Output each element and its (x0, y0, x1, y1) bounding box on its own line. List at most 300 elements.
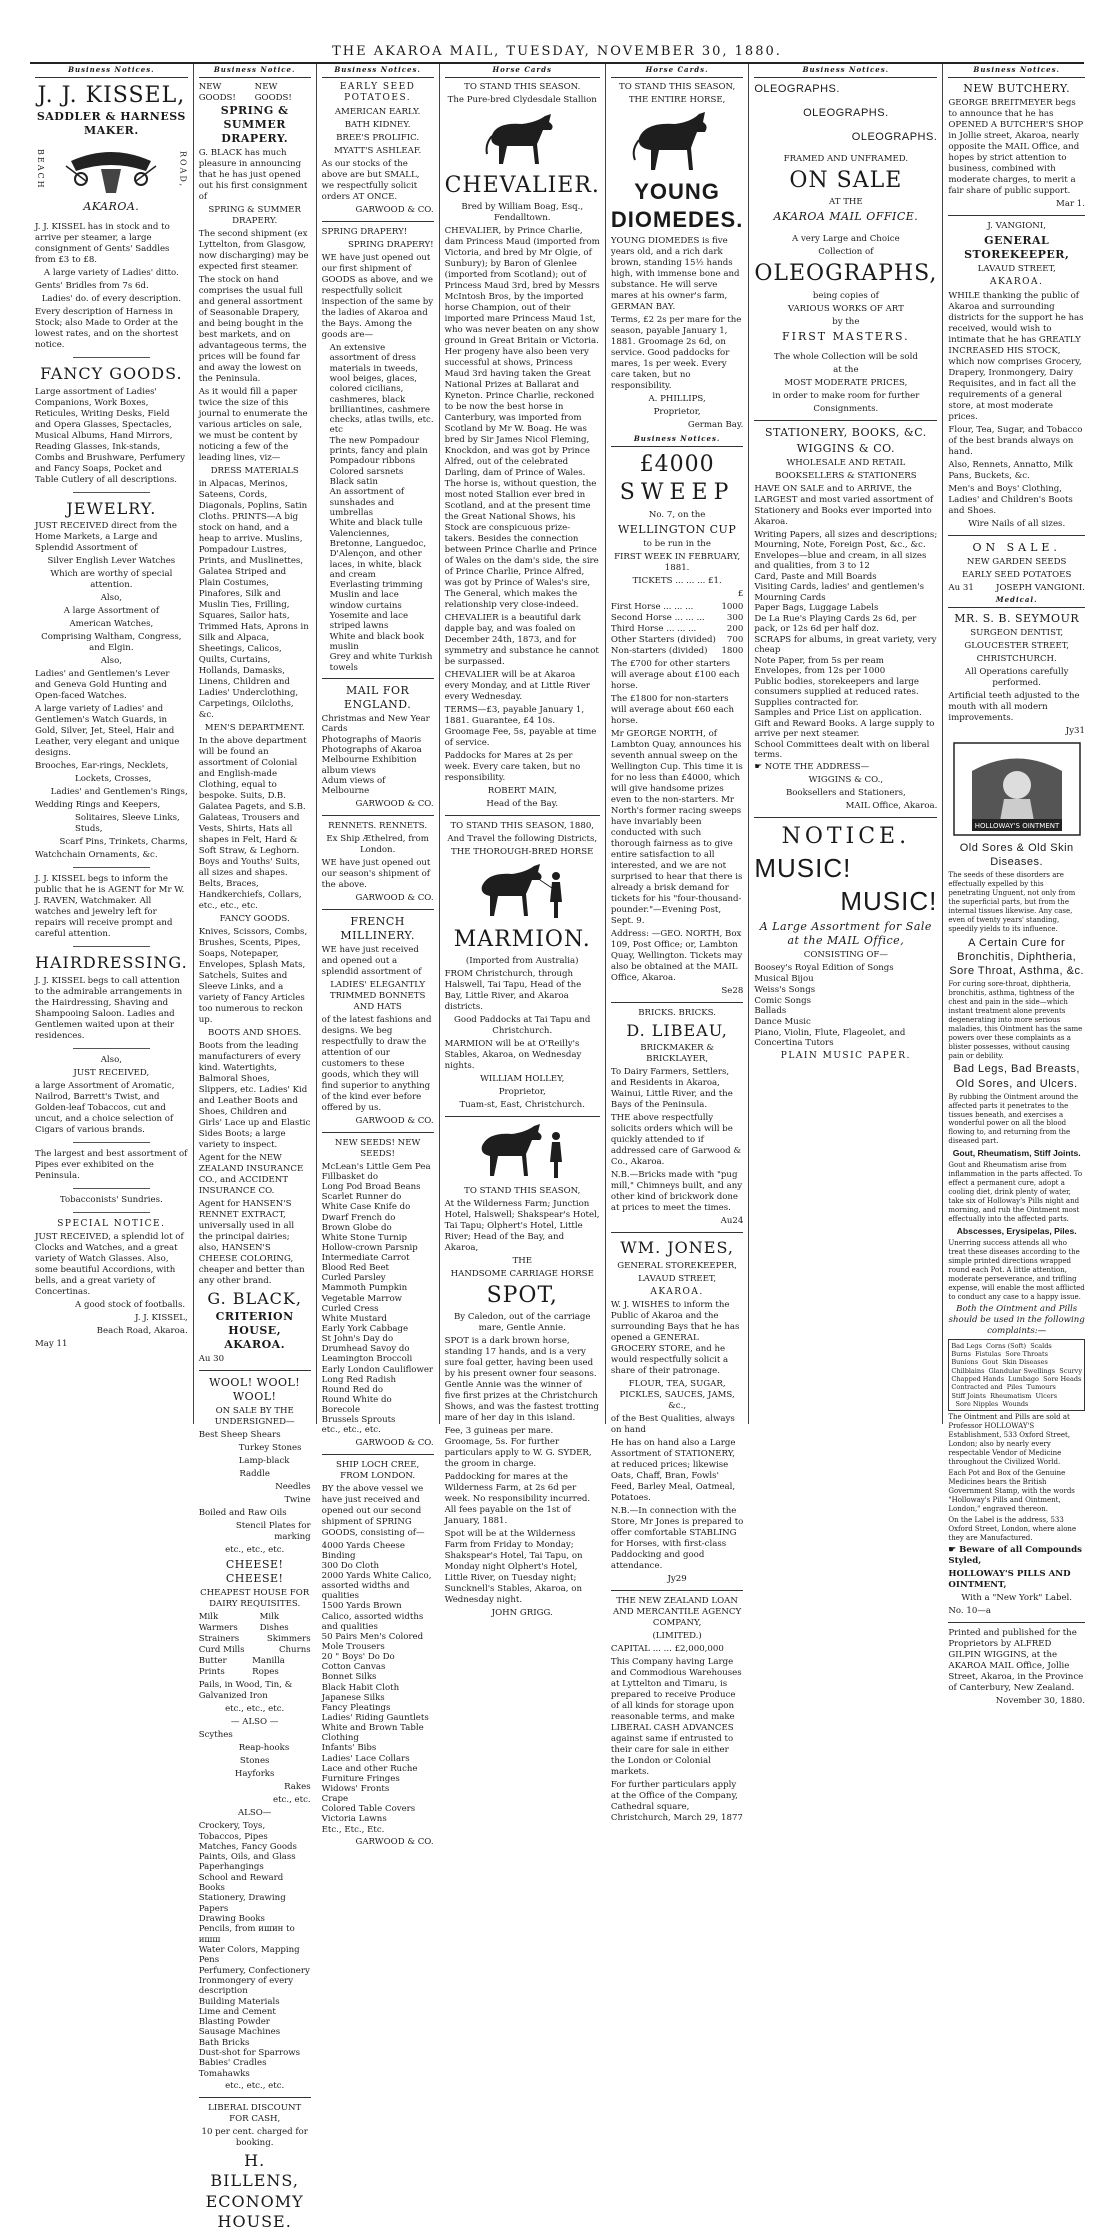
ad-line: NEW GOODS! (198, 81, 236, 103)
section-heading: CHEESE! CHEESE! (225, 1558, 284, 1586)
ad-paragraph: Unerring success attends all who treat these diseases according to the simple printed directions wrapped round each Pot. A little attention, moderate perseverance, and trifling expense, will enable the most afflicted to conduct any case to a happy issue. (948, 1239, 1085, 1301)
section-heading: SWEEP (619, 480, 735, 506)
prize-label: Third Horse ... ... ... (610, 623, 697, 634)
imprint-date: November 30, 1880. (995, 1695, 1085, 1706)
ad-paragraph: Ladies' do. of every description. (41, 294, 181, 305)
ad-line: Milk Dishes (259, 1612, 289, 1634)
advertiser-name: D. LIBEAU, (626, 1020, 728, 1040)
ad-line: SURGEON DENTIST, (970, 627, 1064, 638)
ad-line: A good stock of footballs. (75, 1300, 186, 1311)
saddle-illustration-icon (61, 141, 161, 197)
ad-paragraph: JUST RECEIVED, a splendid lot of Clocks and Watches, and a great variety of Watch Glasses. Also, some beautiful Accordions, with bells, and a great variety of Concertinas. (35, 1232, 184, 1298)
item-list: 4000 Yards Cheese Binding 300 Do Cloth 2000 Yards White Calico, assorted widths and qualities 1500 Yards Brown Calico, assorted widths and qualities 50 Pairs Men's Colored Mole Trousers 20 " Boys' Do Do Cotton Canvas Bonnet Silks Black Habit Cloth Japanese Silks Fancy Pleatings Ladies' Riding Gauntlets White and Brown Table Clothing Infants' Bibs Ladies' Lace Collars Lace and other Ruche Furniture Fringes Widows' Fronts Crape Colored Table Covers Victoria Lawns Etc., Etc., Etc. (321, 1540, 432, 1835)
signature: JOSEPH VANGIONI. (996, 582, 1085, 593)
signature: MAIL Office, Akaroa. (845, 801, 938, 812)
item-list: Boosey's Royal Edition of Songs Musical Bijou Weiss's Songs Comic Songs Ballads Dance Music Piano, Violin, Flute, Flageolet, and Concertina Tutors (754, 963, 906, 1049)
ad-paragraph: Artificial teeth adjusted to the mouth with all modern improvements. (948, 690, 1080, 723)
ad-paragraph: On the Label is the address, 533 Oxford Street, London, where alone they are Manufactured. (948, 1515, 1077, 1542)
ad-line: etc., etc. (273, 1795, 311, 1806)
ad-line: MYATT'S ASHLEAF. (333, 145, 422, 156)
ad-paragraph: This Company having Large and Commodious Warehouses at Lyttelton and Timaru, is prepared to receive Produce of all kinds for storage upon reasonable terms, and make LIBERAL CASH ADVANCES against same if entrusted to their care for sale in either the London or Colonial markets. (610, 1657, 742, 1778)
ad-line: Curd Mills (198, 1645, 245, 1656)
prize-label: Non-starters (divided) (610, 645, 708, 656)
ad-line: Reap-hooks (238, 1743, 290, 1754)
ad-line: TO STAND THIS SEASON, (618, 81, 736, 92)
ad-line: etc., etc., etc. (225, 1545, 285, 1556)
ad-line: Best Sheep Shears (198, 1430, 281, 1441)
section-heading: ON SALE. (972, 540, 1061, 554)
prize-label: Second Horse ... ... ... (610, 612, 705, 623)
ad-line: A Large Assortment for Sale at the MAIL Office, (759, 920, 932, 948)
town-name: AKAROA. (83, 200, 140, 214)
section-heading: SPECIAL NOTICE. (57, 1218, 166, 1229)
column-2 (194, 64, 317, 2232)
ad-paragraph: Men's and Boys' Clothing, Ladies' and Children's Boots and Shoes. (948, 483, 1073, 516)
oleographs-heading: OLEOGRAPHS. (754, 82, 840, 95)
horse-name: CHEVALIER. (444, 172, 600, 198)
ad-line: Brooches, Ear-rings, Necklets, (35, 761, 169, 772)
item-list: Writing Papers, all sizes and descriptions; Mourning, Note, Foreign Post, &c., &c. Envelopes—blue and cream, in all sizes and qualities, from 3 to 12 Card, Paste and Mill Boards Visiting Cards, ladies' and gentlemen's Mourning Cards Paper Bags, Luggage Labels De La Rue's Playing Cards 2s 6d, per pack, or 12s 6d per half doz. SCRAPS for albums, in great variety, very cheap Note Paper, from 5s per ream Envelopes, from 12s per 1000 Public bodies, storekeepers and large consumers supplied at reduced rates. Supplies contracted for. Samples and Price List on application. Gift and Reward Books. A large supply to arrive per next steamer. School Committees dealt with on liberal terms. (754, 529, 938, 760)
ad-line: Also, (100, 593, 122, 604)
ad-line: Good Paddocks at Tai Tapu and Christchurch. (454, 1015, 591, 1037)
signature: Tuam-st, East, Christchurch. (459, 1100, 585, 1111)
ad-line: Manilla Ropes (252, 1656, 285, 1678)
ad-paragraph: The largest and best assortment of Pipes ever exhibited on the Peninsula. (35, 1148, 188, 1181)
ad-line: EARLY SEED POTATOES (962, 569, 1072, 580)
ad-paragraph: W. J. WISHES to inform the Public of Akaroa and the surrounding Bays that he has opened a GENERAL GROCERY STORE, and he would respectfully solicit a share of their patronage. (610, 1300, 740, 1377)
music-heading: MUSIC! (840, 885, 938, 916)
ad-paragraph: WHILE thanking the public of Akaroa and surrounding districts for the support he has received, would wish to intimate that he has GREATLY INCREASED HIS STOCK, which now comprises Grocery, Drapery, Ironmongery, Dairy Requisites, and in fact all the requirements of a general store, at most moderate prices. (948, 290, 1084, 422)
ad-paragraph: Paddocks for Mares at 2s per week. Every care taken, but no responsibility. (444, 751, 581, 784)
signature: J. J. KISSEL, (135, 1313, 188, 1324)
ad-line: LAVAUD STREET, (977, 264, 1056, 275)
ad-paragraph: Gents' Bridles from 7s 6d. (35, 281, 149, 292)
ad-line: ON SALE BY THE UNDERSIGNED— (214, 1406, 295, 1428)
ad-paragraph: Agent for the NEW ZEALAND INSURANCE CO., and ACCIDENT INSURANCE CO. (198, 1153, 304, 1197)
ad-line: Scarf Pins, Trinkets, Charms, (59, 837, 188, 848)
ad-line: at the (833, 364, 859, 375)
ad-line: NEW GARDEN SEEDS (966, 556, 1067, 567)
prize-value: 1800 (721, 645, 744, 656)
ad-line: Needles (275, 1482, 311, 1493)
advertiser-name: H. BILLENS, (210, 2151, 299, 2191)
horse-illustration-icon (477, 110, 567, 168)
ad-paragraph: J. J. KISSEL begs to inform the public that he is AGENT for Mr W. J. RAVEN, Watchmaker. All watches and jewelry left for repairs will receive prompt and careful attention. (35, 874, 185, 940)
ad-line: Stones (239, 1756, 270, 1767)
ad-paragraph: BY the above vessel we have just received and opened out our second shipment of SPRING GOODS, consisting of— (321, 1483, 425, 1538)
ad-paragraph: Also, Rennets, Annatto, Milk Pans, Buckets, &c. (948, 459, 1073, 481)
item-list: An extensive assortment of dress materials in tweeds, wool beiges, glaces, colored cicilians, cashmeres, black brilliantines, cashmere checks, atlas twills, etc. etc The new Pompadour prints, fancy and plain Pompadour ribbons Colored sarsnets Black satin An assortment of sunshades and umbrellas White and black tulle Valenciennes, Bretonne, Languedoc, D'Alençon, and other laces, in white, black and cream Everlasting trimming Muslin and lace window curtains Yosemite and lace striped lawns White and black book muslin Grey and white Turkish towels (329, 342, 434, 673)
ad-paragraph: He has on hand also a Large Assortment of STATIONERY, at reduced prices; likewise Oats, Chaff, Bran, Fowls' Feed, Barley Meal, Oatmeal, Potatoes. (610, 1438, 736, 1504)
ad-line: of the Best Qualities, always on hand (610, 1414, 735, 1436)
column-header: Business Notices. (948, 64, 1085, 78)
ad-line: BRICKMAKER & BRICKLAYER, (640, 1043, 714, 1065)
ad-paragraph: Fee, 3 guineas per mare. Groomage, 5s. For further particulars apply to W. G. SYDER, the groom in charge. (444, 1426, 592, 1470)
ad-line: FLOUR, TEA, SUGAR, PICKLES, SAUCES, JAMS, &c., (619, 1379, 735, 1412)
date-code: Jy29 (667, 1574, 687, 1585)
ad-paragraph: Gout and Rheumatism arise from inflammation in the parts affected. To effect a permanent cure, adopt a cooling diet, drink plenty of water, take six of Holloway's Pills night and morning, and rub the Ointment most effectually into the affected parts. (948, 1161, 1083, 1224)
ad-line: TO STAND THIS SEASON. (464, 81, 581, 92)
section-heading: FIRST MASTERS. (782, 329, 910, 343)
signature: GARWOOD & CO. (355, 204, 434, 215)
ad-line: HOLLOWAY'S PILLS AND OINTMENT, (948, 1568, 1071, 1590)
horse-illustration-icon (627, 110, 727, 174)
prize-row (611, 602, 743, 613)
section-heading: NEW SEEDS! NEW SEEDS! (334, 1137, 421, 1159)
ad-line: Also, (100, 1054, 122, 1065)
ad-line: Watchchain Ornaments, &c. (35, 850, 158, 861)
ad-line: Lockets, Crosses, (75, 774, 152, 785)
ad-line: ☛ NOTE THE ADDRESS— (754, 762, 870, 773)
ad-paragraph: CHEVALIER will be at Akaroa every Monday, and at Little River every Wednesday. (444, 670, 591, 703)
date-code: Au 30 (198, 1353, 225, 1364)
horse-name: SPOT, (486, 1283, 558, 1309)
ad-paragraph: MARMION will be at O'Reilly's Stables, Akaroa, on Wednesday nights. (444, 1039, 582, 1072)
section-heading: SHIP LOCH CREE, FROM LONDON. (336, 1459, 420, 1481)
prize-value: 700 (726, 634, 744, 645)
column-3 (317, 64, 440, 1847)
signature: JOHN GRIGG. (491, 1608, 553, 1619)
prize-table (611, 602, 743, 657)
ad-paragraph: THE above respectfully solicits orders which will be quickly attended to if addressed care of Garwood & Co., Akaroa. (610, 1113, 741, 1168)
advertiser-name: WIGGINS & CO. (796, 441, 895, 455)
section-heading: GENERAL STOREKEEPER, (964, 234, 1070, 262)
column-1 (30, 64, 194, 1424)
ad-line: AKAROA. (990, 277, 1044, 288)
oleographs-heading: OLEOGRAPHS, (754, 261, 938, 287)
ad-paragraph: The £700 for other starters will average about £100 each horse. (610, 658, 740, 691)
ad-line: Milk Warmers (198, 1612, 238, 1634)
ad-line: Lamp-black (238, 1456, 290, 1467)
ad-paragraph: As it would fill a paper twice the size of this journal to enumerate the various articles on sale, we must be content by noticing a few of the leading lines, viz— (198, 387, 308, 464)
ad-line: Also, (100, 656, 122, 667)
signature: GARWOOD & CO. (355, 798, 434, 809)
ad-line: AKAROA. (650, 1286, 704, 1297)
ad-line: Both the Ointment and Pills should be used in the following complaints:— (948, 1303, 1085, 1336)
ad-paragraph: The second shipment (ex Lyttelton, from Glasgow, now discharging) may be expected first steamer. (198, 229, 309, 273)
masthead (0, 0, 1114, 62)
ad-line: Wedding Rings and Keepers, (35, 800, 161, 811)
ad-line: Pails, in Wood, Tin, & Galvanized Iron (198, 1680, 293, 1702)
section-header: Medical. (948, 594, 1085, 608)
ad-line: AT THE (829, 197, 863, 208)
prize-row (611, 635, 743, 646)
ad-paragraph: SPOT is a dark brown horse, standing 17 hands, and is a very sure foal getter, having been used by his present owner four seasons. Gentle Annie was the winner of five first prizes at the Christchurch Shows, and was the fastest trotting mare of her day in this island. (444, 1336, 600, 1424)
ad-paragraph: TERMS—£3, payable January 1, 1881. Guarantee, £4 10s. Groomage Fee, 5s, payable at time of service. (444, 705, 597, 749)
ad-paragraph: Paddocking for mares at the Wilderness Farm, at 2s 6d per week. No responsibility incurred. All fees payable on the 1st of January, 1881. (444, 1472, 591, 1527)
ad-line: And Travel the following Districts, (447, 834, 598, 845)
ad-line: Wire Nails of all sizes. (968, 518, 1066, 529)
ad-line: WHOLESALE AND RETAIL (786, 457, 906, 468)
ad-line: Consignments. (813, 403, 879, 414)
section-heading: THE NEW ZEALAND LOAN AND MERCANTILE AGENCY COMPANY, (613, 1596, 742, 1629)
column-header: Horse Cards (445, 64, 600, 78)
section-heading: STATIONERY, BOOKS, &C. (764, 425, 927, 439)
business-name: CRITERION HOUSE, AKAROA. (215, 1309, 294, 1351)
ad-line: PLAIN MUSIC PAPER. (780, 1051, 911, 1062)
signature: Beach Road, Akaroa. (96, 1326, 188, 1337)
section-heading: JEWELRY. (66, 498, 157, 518)
signature: GARWOOD & CO. (355, 1115, 434, 1126)
section-heading: Gout, Rheumatism, Stiff Joints. (952, 1148, 1081, 1159)
ad-paragraph: Boots from the leading manufacturers of every kind. Watertights, Balmoral Shoes, Slippers, etc. Ladies' Kid and Leather Boots and Shoes, Children and Girls' Lace up and Elastic Sides Boots; a large variety to inspect. (198, 1041, 311, 1151)
column-4 (440, 64, 606, 1619)
signature: Head of the Bay. (486, 799, 559, 810)
ad-line: Skimmers (266, 1634, 311, 1645)
ad-line: etc., etc., etc. (225, 2081, 285, 2092)
ad-line: HANDSOME CARRIAGE HORSE (450, 1269, 594, 1280)
item-list: Christmas and New Year Cards Photographs of Maoris Photographs of Akaroa Melbourne Exhibition album views Adum views of Melbourne (321, 714, 430, 797)
ad-line: LAVAUD STREET, (638, 1273, 717, 1284)
ad-paragraph: J. J. KISSEL has in stock and to arrive per steamer, a large consignment of Gents' Saddles from £3 to £8. (35, 222, 170, 266)
ad-line: The whole Collection will be sold (773, 351, 918, 362)
column-header: Business Notice. (199, 64, 311, 78)
ad-paragraph: To Dairy Farmers, Settlers, and Residents in Akaroa, Wainui, Little River, and the Bays of the Peninsula. (610, 1067, 733, 1111)
date-code: Mar 1. (1056, 199, 1085, 210)
column-header: Business Notices. (35, 64, 188, 78)
section-heading: FANCY GOODS. (40, 364, 183, 384)
ad-paragraph: Mr GEORGE NORTH, of Lambton Quay, announces his seventh annual sweep on the Wellington Cup. This time it is for no less than £4000, which will give handsome prizes even to the non-starters. Mr North's former racing sweeps have invariably been conducted with such thorough fairness as to give entire satisfaction to all interested, and we are not surprised to hear that there is already a brisk demand for tickets for his "four-thousand-pounder."—Evening Post, Sept. 9. (610, 728, 743, 926)
ad-line: A large Assortment of (63, 606, 159, 617)
ad-paragraph: The stock on hand comprises the usual full and general assortment of Seasonable Drapery, and being bought in the best markets, and on advantageous terms, the prices will be found far and away the lowest on the Peninsula. (198, 275, 307, 385)
ad-line: GLOUCESTER STREET, (964, 640, 1069, 651)
ad-paragraph: WE have just opened out our season's shipment of the above. (321, 857, 431, 890)
music-heading: MUSIC! (754, 852, 852, 883)
prize-label: Other Starters (divided) (610, 634, 716, 645)
ad-paragraph: The Ointment and Pills are sold at Professor HOLLOWAY'S Establishment, 533 Oxford Street, London; also by nearly every respectable Vendor of Medicine throughout the Civilized World. (948, 1413, 1071, 1466)
ad-line: VARIOUS WORKS OF ART (787, 303, 904, 314)
ad-line: Which are worthy of special attention. (50, 569, 173, 591)
ad-paragraph: Spot will be at the Wilderness Farm from Friday to Monday; Shakspear's Hotel, Tai Tapu, on Monday night Olphert's Hotel, Little River, on Tuesday night; Suncknell's Stables, Akaroa, on Wednesday night. (444, 1529, 583, 1606)
prize-row (611, 646, 743, 657)
ad-paragraph: Every description of Harness in Stock; also Made to Order at the lowest rates, and on the shortest notice. (35, 307, 179, 351)
business-name: ECONOMY HOUSE. (205, 2191, 304, 2232)
horse-name: MARMION. (453, 927, 591, 953)
column-7 (943, 64, 1090, 1706)
page-columns (30, 64, 1090, 2232)
advertiser-name: G. BLACK, (207, 1289, 302, 1309)
prize-row (611, 624, 743, 635)
ad-line: Turkey Stones (238, 1443, 302, 1454)
section-header: Business Notices. (611, 433, 743, 447)
ad-line: All Operations carefully performed. (964, 666, 1069, 688)
ad-line: American Watches, (69, 619, 154, 630)
section-heading: SPRING DRAPERY! (321, 226, 408, 237)
prize-row (611, 613, 743, 624)
ad-line: Ex Ship Æthelred, from London. (326, 833, 429, 855)
ad-paragraph: Terms, £2 2s per mare for the season, payable January 1, 1881. Groomage 2s 6d, on service. Good paddocks for mares, 1s per week. Every care taken, but no responsibility. (610, 315, 742, 392)
trade-heading: SADDLER & HARNESS MAKER. (36, 110, 186, 138)
section-heading: A Certain Cure for Bronchitis, Diphtheria, Sore Throat, Asthma, &c. (949, 936, 1085, 977)
ad-line: Hayforks (234, 1769, 275, 1780)
ad-line: JUST RECEIVED, (73, 1067, 150, 1078)
prize-label: First Horse ... ... ... (610, 601, 694, 612)
ad-line: Churns (278, 1645, 311, 1656)
subheading: FANCY GOODS. (219, 914, 290, 925)
ad-line: Strainers (198, 1634, 240, 1645)
ad-paragraph: Each Pot and Box of the Genuine Medicines bears the British Government Stamp, with the words "Holloway's Pills and Ointment, London," engraved thereon. (948, 1468, 1075, 1513)
ad-line: A very Large and Choice (792, 234, 900, 245)
ad-line: by the (832, 316, 860, 327)
sweep-amount: £4000 (639, 452, 715, 478)
ad-line: BREE'S PROLIFIC. (336, 132, 420, 143)
ad-line: to be run in the (643, 538, 711, 549)
prize-value: 200 (726, 623, 744, 634)
ad-line: BOOKSELLERS & STATIONERS (775, 470, 917, 481)
ad-line: 10 per cent. charged for booking. (201, 2127, 308, 2149)
item-list: McLean's Little Gem Pea Fillbasket do Long Pod Broad Beans Scarlet Runner do White Case Knife do Dwarf French do Brown Globe do White Stone Turnip Hollow-crown Parsnip Intermediate Carrot Blood Red Beet Curled Parsley Mammoth Pumpkin Vegetable Marrow Curled Cress White Mustard Early York Cabbage St John's Day do Drumhead Savoy do Leamington Broccoli Early London Cauliflower Long Red Radish Round Red do Round White do Borecole Brussels Sprouts etc., etc., etc. (321, 1161, 434, 1436)
ad-paragraph: of the latest fashions and designs. We beg respectfully to draw the attention of our customers to these goods, which they will find superior to anything of the kind ever before offered by us. (321, 1014, 432, 1113)
ad-line: Stencil Plates for marking (235, 1521, 311, 1543)
ad-line: THE ENTIRE HORSE, (628, 94, 726, 105)
ad-paragraph: The seeds of these disorders are effectually expelled by this penetrating Unguent, not only from the superficial parts, but from the internal tissues likewise. Any case, even of twenty years' standing, speedily yields to its influence. (948, 870, 1076, 933)
date-code: No. 10—a (948, 1605, 992, 1616)
ointment-sign-label: HOLLOWAY'S OINTMENT (974, 821, 1059, 830)
signature: WILLIAM HOLLEY, (480, 1074, 565, 1085)
ad-line: MOST MODERATE PRICES, (784, 377, 908, 388)
ad-line: CHRISTCHURCH. (976, 653, 1057, 664)
ad-line: AKAROA MAIL OFFICE. (773, 210, 919, 224)
ad-line: NEW GOODS! (254, 81, 292, 103)
ad-paragraph: In the above department will be found an assortment of Colonial and English-made Clothing, equal to bespoke. Suits, D.B. Galatea Pagets, and S.B. Galateas, Trousers and Vests, Shirts, Hats all shapes in Felt, Hard & Soft Straw, & Leghorn. Boys and Youths' Suits, all sizes and shapes. Belts, Braces, Handkerchiefs, Collars, etc., etc., etc. (198, 736, 307, 912)
column-header: Business Notices. (754, 64, 937, 78)
ad-paragraph: By rubbing the Ointment around the affected parts it penetrates to the tissues beneath, and exercises a wonderful power on all the blood flowing to, and returning from the diseased part. (948, 1092, 1079, 1146)
ad-line: AMERICAN EARLY. (334, 106, 421, 117)
notice-heading: NOTICE. (781, 824, 911, 850)
ad-paragraph: Ladies' and Gentlemen's Lever and Geneva Gold Hunting and Open-faced Watches. (35, 669, 170, 702)
advertiser-name: WM. JONES, (620, 1238, 734, 1258)
section-heading: RENNETS. RENNETS. (328, 820, 428, 831)
ad-paragraph: Flour, Tea, Sugar, and Tobacco of the best brands always on hand. (948, 424, 1083, 457)
ad-line: Butter Prints (198, 1656, 227, 1678)
ad-paragraph: For further particulars apply at the Office of the Company, Cathedral square, Christchurch, March 29, 1877 (610, 1780, 743, 1824)
ad-line: The Pure-bred Clydesdale Stallion (447, 94, 597, 105)
section-heading: HAIRDRESSING. (35, 953, 188, 973)
section-heading: SPRING & SUMMER DRAPERY. (220, 103, 289, 146)
ad-line: CAPITAL ... ... £2,000,000 (610, 1644, 724, 1655)
ad-paragraph: At the Wilderness Farm; Junction Hotel, Halswell; Shakspear's Hotel, Tai Tapu; Olphert's Hotel, Little River; Head of the Bay, and Akaroa, (444, 1199, 600, 1254)
ad-line: TO STAND THIS SEASON, 1880, (450, 821, 595, 832)
ad-line: ☛ Beware of all Compounds Styled, (948, 1544, 1083, 1566)
ad-paragraph: A large variety of Ladies' and Gentlemen's Watch Guards, in Gold, Silver, Jet, Steel, Hair and Leather, very elegant and unique designs. (35, 704, 180, 759)
subheading: DRESS MATERIALS (210, 466, 299, 477)
ad-paragraph: CHEVALIER is a beautiful dark dapple bay, and was foaled on December 24th, 1873, and for symmetry and substance he cannot be surpassed. (444, 613, 599, 668)
ad-line: etc., etc., etc. (225, 1704, 285, 1715)
ad-paragraph: G. BLACK has much pleasure in announcing that he has just opened out his first consignment of (198, 148, 308, 203)
column-5 (606, 64, 749, 1824)
ad-line: BATH KIDNEY. (344, 119, 411, 130)
holloway-ointment-engraving-icon (952, 741, 1082, 837)
section-heading: Abscesses, Erysipelas, Piles. (956, 1226, 1077, 1236)
signature: Proprietor, (498, 1087, 546, 1098)
subheading: MEN'S DEPARTMENT. (204, 723, 305, 734)
ad-line: Ladies' and Gentlemen's Rings, (50, 787, 188, 798)
column-header: Business Notices. (322, 64, 434, 78)
ad-line: Collection of (818, 247, 874, 258)
ad-line: With a "New York" Label. (961, 1592, 1073, 1603)
ad-line: Scythes (198, 1730, 233, 1741)
imprint: Printed and published for the Proprietors by ALFRED GILPIN WIGGINS, at the AKAROA MAIL Office, Jollie Street, Akaroa, in the Province of Canterbury, New Zealand. (948, 1627, 1084, 1693)
ad-paragraph: The £1800 for non-starters will average about £60 each horse. (610, 693, 735, 726)
signature: GARWOOD & CO. (355, 892, 434, 903)
ad-line: GENERAL STOREKEEPER, (617, 1260, 737, 1271)
section-heading: Old Sores & Old Skin Diseases. (959, 841, 1074, 868)
date-code: Se28 (721, 985, 744, 996)
ad-line: Rakes (284, 1782, 311, 1793)
ad-paragraph: GEORGE BREITMEYER begs to announce that he has OPENED A BUTCHER'S SHOP in Jollie street, Akaroa, nearly opposite the MAIL Office, and hopes by strict attention to business, combined with moderate charges, to merit a fair share of public support. (948, 98, 1084, 197)
section-heading: WOOL! WOOL! WOOL! (209, 1375, 301, 1403)
subheading: — ALSO — (230, 1717, 279, 1728)
ad-line: Raddle (239, 1469, 270, 1480)
advertiser-name: J. VANGIONI, (987, 221, 1046, 232)
ad-line: No. 7, on the (648, 509, 706, 520)
ad-paragraph: J. J. KISSEL begs to call attention to the admirable arrangements in the Hairdressing, Shaving and Shampooing Saloon. Ladies and Gentlemen waited upon at their residences. (35, 975, 183, 1041)
ad-paragraph: a large Assortment of Aromatic, Nailrod, Barrett's Twist, and Golden-leaf Tobaccos, cut and uncut, and a choice selection of Cigars of various brands. (35, 1080, 175, 1135)
ad-line: By Caledon, out of the carriage mare, Gentle Annie. (453, 1312, 591, 1334)
ad-paragraph: N.B.—In connection with the Store, Mr Jones is prepared to offer comfortable STABLING for Horses, with first-class Paddocking and good attendance. (610, 1506, 744, 1572)
prize-value: 300 (726, 612, 744, 623)
ad-paragraph: For curing sore-throat, diphtheria, bronchitis, asthma, tightness of the chest and pain in the side—which instant treatment alone prevents degenerating into more serious maladies, this Ointment has the same powers over these complaints as a blister possesses, without causing pain or debility. (948, 979, 1083, 1060)
ad-paragraph: WE have just opened out our first shipment of GOODS as above, and we respectfully solicit inspection of the same by the ladies of Akaroa and the Bays. Among the goods are— (321, 252, 434, 340)
subheading: LADIES' ELEGANTLY TRIMMED BONNETS AND HATS (329, 979, 426, 1012)
horse-name: YOUNG DIOMEDES. (610, 178, 744, 233)
signature: German Bay. (687, 420, 744, 431)
subheading: BOOTS AND SHOES. (208, 1028, 302, 1039)
advertiser-name: MR. S. B. SEYMOUR (954, 611, 1080, 625)
section-heading: MAIL FOR ENGLAND. (343, 683, 412, 712)
signature: Proprietor, (653, 407, 701, 418)
section-heading: EARLY SEED POTATOES. (339, 81, 416, 104)
date-code: Au 31 (948, 582, 974, 593)
complaints-table: Bad Legs Corns (Soft) Scalds Burns Fistulas Sore Throats Bunions Gout Skin Diseases Chilblains Glandular Swellings Scurvy Chapped Hands Lumbago Sore Heads Contracted and Piles Tumours Stiff Joints Rheumatism Ulcers Sore Nipples Wounds (948, 1339, 1085, 1412)
date-code: Au24 (720, 1216, 744, 1227)
ad-line: Boiled and Raw Oils (198, 1508, 287, 1519)
ad-line: Twine (284, 1495, 311, 1506)
subheading: ALSO— (237, 1808, 272, 1819)
date-code: Jy31 (1065, 725, 1085, 736)
on-sale-heading: ON SALE (789, 168, 903, 194)
ad-line: (LIMITED.) (652, 1631, 702, 1642)
currency-symbol: £ (737, 588, 744, 599)
ad-paragraph: FROM Christchurch, through Halswell, Tai Tapu, Head of the Bay, Little River, and Akaroa districts. (444, 969, 582, 1013)
ad-line: Bred by William Boag, Esq., Fendalltown. (461, 202, 584, 224)
horse-with-groom-illustration-icon (472, 1122, 572, 1182)
item-list: Crockery, Toys, Tobaccos, Pipes Matches, Fancy Goods Paints, Oils, and Glass Paperhangings School and Reward Books Stationery, Drawing Papers Drawing Books Pencils, from ишин to ишш Water Colors, Mapping Pens Perfumery, Confectionery Ironmongery of every description Building Materials Lime and Cement Blasting Powder Sausage Machines Bath Bricks Dust-shot for Sparrows Babies' Cradles Tomahawks (198, 1821, 310, 2079)
ad-paragraph: HAVE ON SALE and to ARRIVE, the LARGEST and most varied assortment of Stationery and Books ever imported into Akaroa. (754, 483, 934, 527)
ad-line: CHEAPEST HOUSE FOR DAIRY REQUISITES. (200, 1588, 310, 1610)
ad-line: in order to make room for further (772, 390, 920, 401)
horse-with-groom-illustration-icon (472, 862, 572, 922)
ad-line: TO STAND THIS SEASON, (464, 1186, 581, 1197)
ad-line: (Imported from Australia) (465, 956, 579, 967)
ad-line: Solitaires, Sleeve Links, Studs, (75, 813, 180, 835)
signature: A. PHILLIPS, (648, 394, 706, 405)
signature: Booksellers and Stationers, (785, 788, 906, 799)
section-heading: NEW BUTCHERY. (963, 81, 1071, 95)
ad-line: Silver English Lever Watches (47, 556, 176, 567)
section-heading: SPRING DRAPERY! (347, 239, 434, 250)
signature: GARWOOD & CO. (355, 1836, 434, 1847)
ad-line: FIRST WEEK IN FEBRUARY, 1881. (614, 551, 741, 573)
ad-paragraph: A large variety of Ladies' ditto. (43, 268, 179, 279)
side-text-right: ROAD, (178, 150, 188, 188)
section-heading: WELLINGTON CUP (617, 522, 737, 536)
side-text-left: BEACH (36, 148, 46, 190)
ad-paragraph: WE have just received and opened out a splendid assortment of (321, 944, 422, 977)
ad-line: THE THOROUGH-BRED HORSE (451, 847, 594, 858)
ad-paragraph: YOUNG DIOMEDES is five years old, and a rich dark brown, standing 15½ hands high, with immense bone and substance. He will serve mares at his owner's farm, GERMAN BAY. (610, 236, 740, 313)
ad-paragraph: Address: —GEO. NORTH, Box 109, Post Office; or, Lambton Quay, Wellington. Tickets may also be obtained at the MAIL Office, Akaroa. (610, 928, 743, 983)
